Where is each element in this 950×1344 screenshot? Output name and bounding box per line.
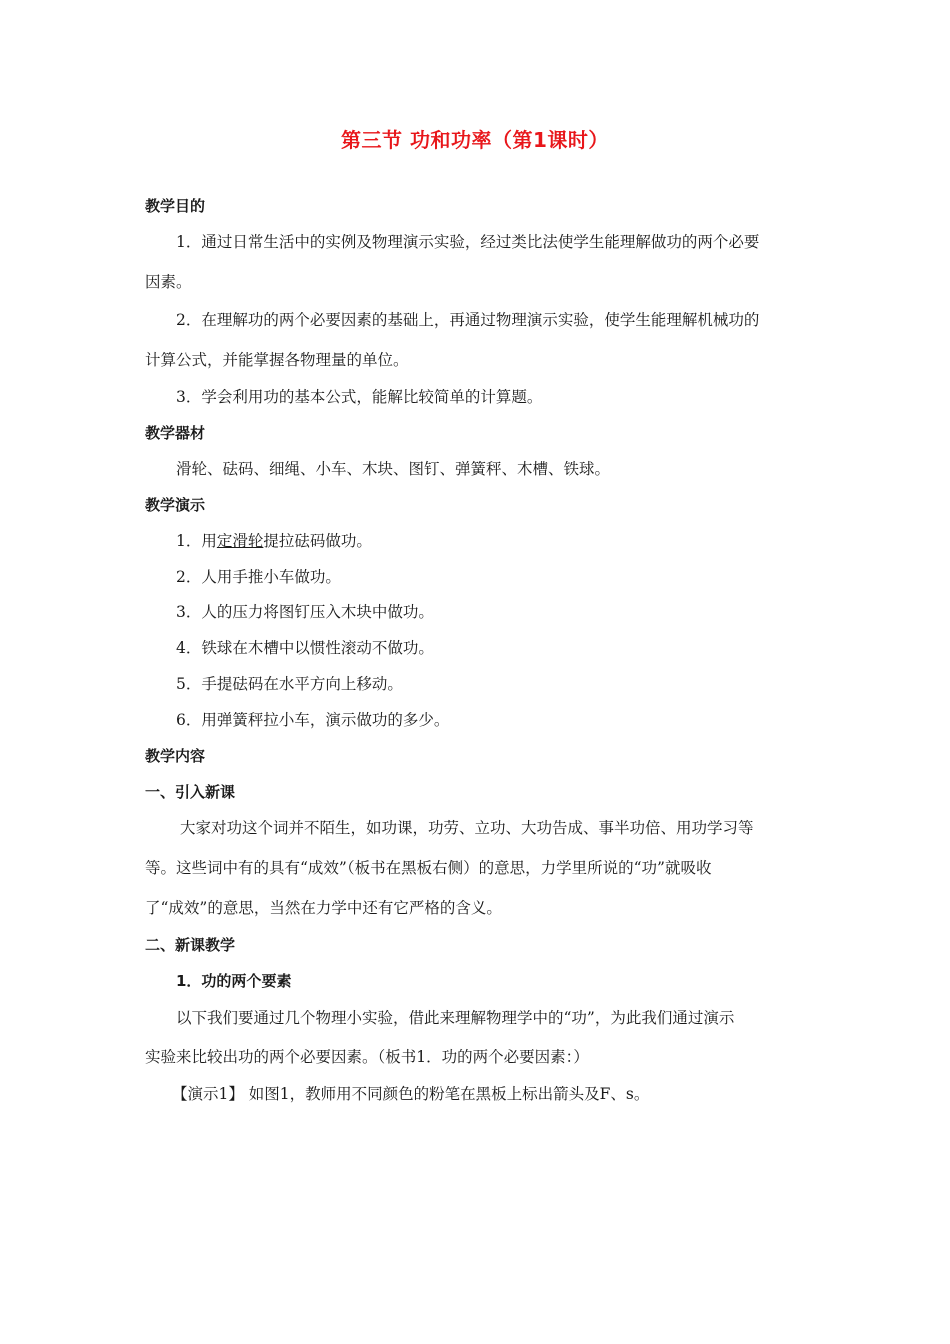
objective-2-line-2: 计算公式，并能掌握各物理量的单位。 xyxy=(145,351,409,369)
elements-line-2: 实验来比较出功的两个必要因素。（板书1．功的两个必要因素：） xyxy=(145,1048,589,1066)
demo-item-5: 5．手提砝码在水平方向上移动。 xyxy=(176,675,403,693)
objective-1-line-2: 因素。 xyxy=(145,273,192,291)
demo-1-description: 【演示1】 如图1，教师用不同颜色的粉笔在黑板上标出箭头及F、s。 xyxy=(172,1085,650,1103)
demo-item-6: 6．用弹簧秤拉小车，演示做功的多少。 xyxy=(176,711,450,729)
objective-3: 3．学会利用功的基本公式，能解比较简单的计算题。 xyxy=(176,388,543,406)
elements-line-1: 以下我们要通过几个物理小实验，借此来理解物理学中的“功”，为此我们通过演示 xyxy=(176,1009,735,1027)
intro-line-1: 大家对功这个词并不陌生，如功课，功劳、立功、大功告成、事半功倍、用功学习等 xyxy=(180,819,754,837)
equipment-heading: 教学器材 xyxy=(145,424,206,442)
intro-line-2: 等。这些词中有的具有“成效”（板书在黑板右侧）的意思，力学里所说的“功”就吸收 xyxy=(145,859,712,877)
page-title: 第三节 功和功率（第1课时） xyxy=(341,128,609,152)
objective-1-line-1: 1．通过日常生活中的实例及物理演示实验，经过类比法使学生能理解做功的两个必要 xyxy=(176,233,760,251)
intro-line-3: 了“成效”的意思，当然在力学中还有它严格的含义。 xyxy=(145,899,502,917)
demo-item-2: 2．人用手推小车做功。 xyxy=(176,568,341,586)
demo-item-1 xyxy=(176,531,372,551)
demo-item-1-prefix: 1．用 xyxy=(176,532,217,550)
new-lesson-heading: 二、新课教学 xyxy=(145,936,236,954)
intro-heading: 一、引入新课 xyxy=(145,783,236,801)
demo-item-3: 3．人的压力将图钉压入木块中做功。 xyxy=(176,603,434,621)
fixed-pulley-link[interactable]: 定滑轮 xyxy=(216,532,264,550)
equipment-list: 滑轮、砝码、细绳、小车、木块、图钉、弹簧秤、木槽、铁球。 xyxy=(176,460,611,478)
objectives-heading: 教学目的 xyxy=(145,197,206,215)
demo-item-4: 4．铁球在木槽中以惯性滚动不做功。 xyxy=(176,639,434,657)
content-heading: 教学内容 xyxy=(145,747,206,765)
two-elements-heading: 1．功的两个要素 xyxy=(176,972,292,990)
demo-item-1-suffix: 提拉砝码做功。 xyxy=(263,532,372,550)
demos-heading: 教学演示 xyxy=(145,496,206,514)
objective-2-line-1: 2．在理解功的两个必要因素的基础上，再通过物理演示实验，使学生能理解机械功的 xyxy=(176,311,760,329)
